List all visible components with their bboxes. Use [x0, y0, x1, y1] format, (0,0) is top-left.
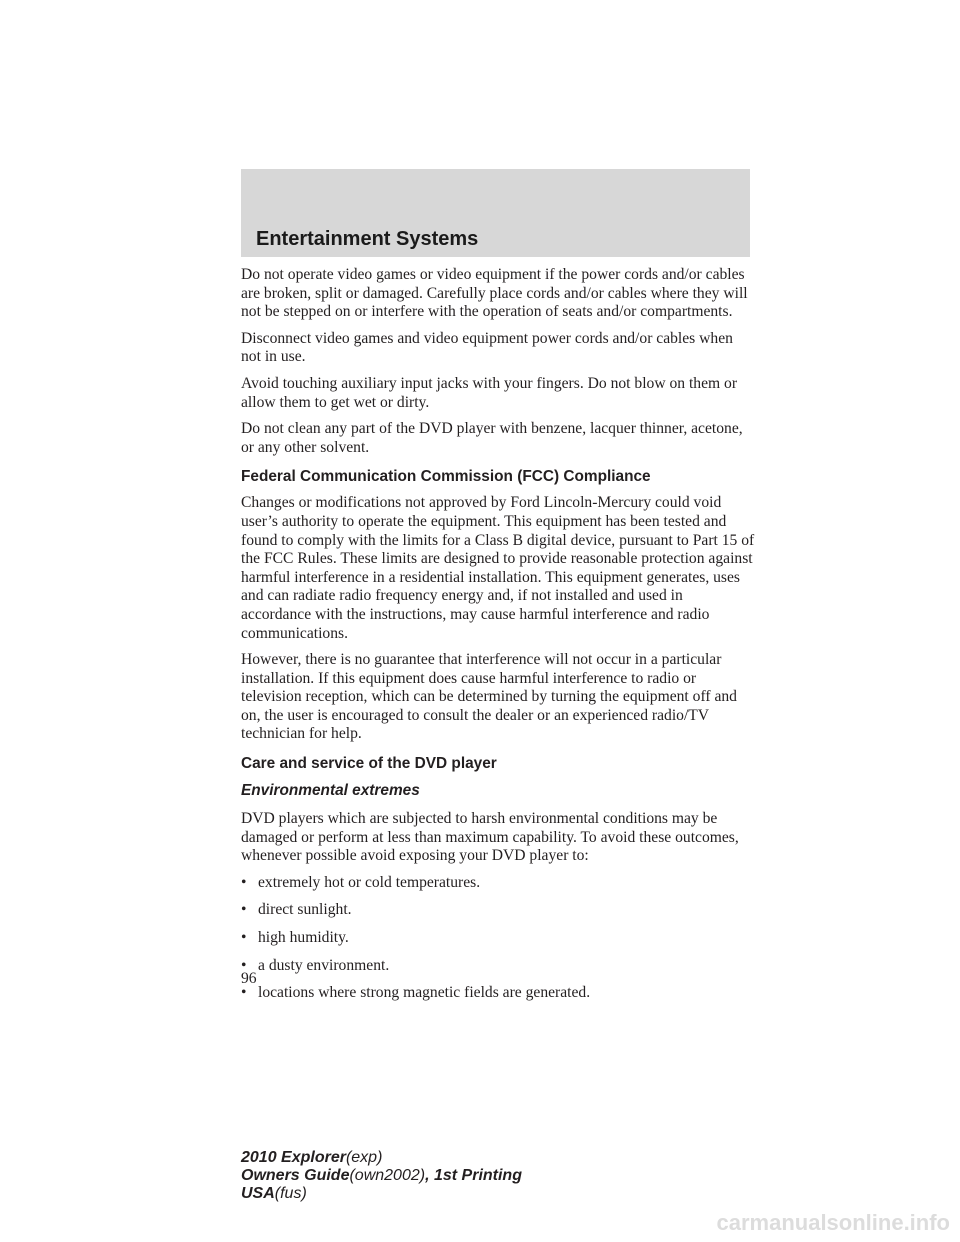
bullet-list [241, 874, 756, 1003]
footer-line-market [241, 1185, 522, 1203]
list-item-text: direct sunlight. [258, 901, 352, 919]
list-item [241, 984, 756, 1003]
list-item-text: high humidity. [258, 929, 349, 947]
document-footer [241, 1149, 522, 1203]
footer-line-guide [241, 1167, 522, 1185]
footer-model: 2010 Explorer [241, 1149, 346, 1166]
paragraph: Disconnect video games and video equipment power cords and/or cables when not in use. [241, 329, 733, 366]
care-heading: Care and service of the DVD player [241, 755, 497, 773]
watermark: carmanualsonline.info [716, 1210, 950, 1235]
footer-model-code: (exp) [345, 1149, 383, 1166]
section-header-bar [241, 169, 750, 257]
paragraph: DVD players which are subjected to harsh environmental conditions may be damaged or perform at less than maximum capability. To avoid these outcomes, whenever possible avoid exposing your DVD player to: [241, 810, 739, 865]
environmental-subheading: Environmental extremes [241, 782, 420, 800]
footer-market-code: (fus) [274, 1185, 307, 1202]
footer-market: USA [241, 1185, 275, 1202]
fcc-heading: Federal Communication Commission (FCC) Compliance [241, 468, 651, 486]
list-item [241, 874, 756, 893]
section-title: Entertainment Systems [256, 228, 479, 250]
paragraph: However, there is no guarantee that interference will not occur in a particular installation. If this equipment does cause harmful interference to radio or television reception, which can be determined by turning the equipment off and on, the user is encouraged to consult the dealer or an experienced radio/TV technician for help. [241, 651, 737, 743]
footer-line-model [241, 1149, 522, 1167]
footer-guide: Owners Guide [241, 1167, 350, 1184]
list-item-text: extremely hot or cold temperatures. [258, 873, 481, 891]
list-item-text: a dusty environment. [258, 956, 390, 974]
paragraph: Do not operate video games or video equipment if the power cords and/or cables are broken, split or damaged. Carefully place cords and/or cables where they will not be stepped on or interfere with the operation of seats and/or compartments. [241, 266, 748, 321]
bullet-icon: • [241, 901, 247, 919]
page-number: 96 [241, 970, 257, 987]
paragraph: Avoid touching auxiliary input jacks with your fingers. Do not blow on them or allow them to get wet or dirty. [241, 374, 738, 411]
bullet-icon: • [241, 929, 247, 947]
list-item-text: locations where strong magnetic fields are generated. [258, 984, 591, 1002]
bullet-icon: • [241, 956, 247, 974]
paragraph: Do not clean any part of the DVD player with benzene, lacquer thinner, acetone, or any other solvent. [241, 420, 743, 456]
footer-printing: , 1st Printing [425, 1167, 522, 1184]
list-item [241, 901, 756, 920]
list-item [241, 957, 756, 976]
page-content [241, 266, 756, 1012]
bullet-icon: • [241, 873, 247, 891]
footer-guide-code: (own2002) [349, 1167, 426, 1184]
paragraph: Changes or modifications not approved by Ford Lincoln-Mercury could void user’s authority to operate the equipment. This equipment has been tested and found to comply with the limits for a Class B digital device, pursuant to Part 15 of the FCC Rules. These limits are designed to provide reasonable protection against harmful interference in a residential installation. This equipment generates, uses and can radiate radio frequency energy and, if not installed and used in accordance with the instructions, may cause harmful interference and radio communications. [241, 494, 755, 642]
list-item [241, 929, 756, 948]
bullet-icon: • [241, 984, 247, 1002]
